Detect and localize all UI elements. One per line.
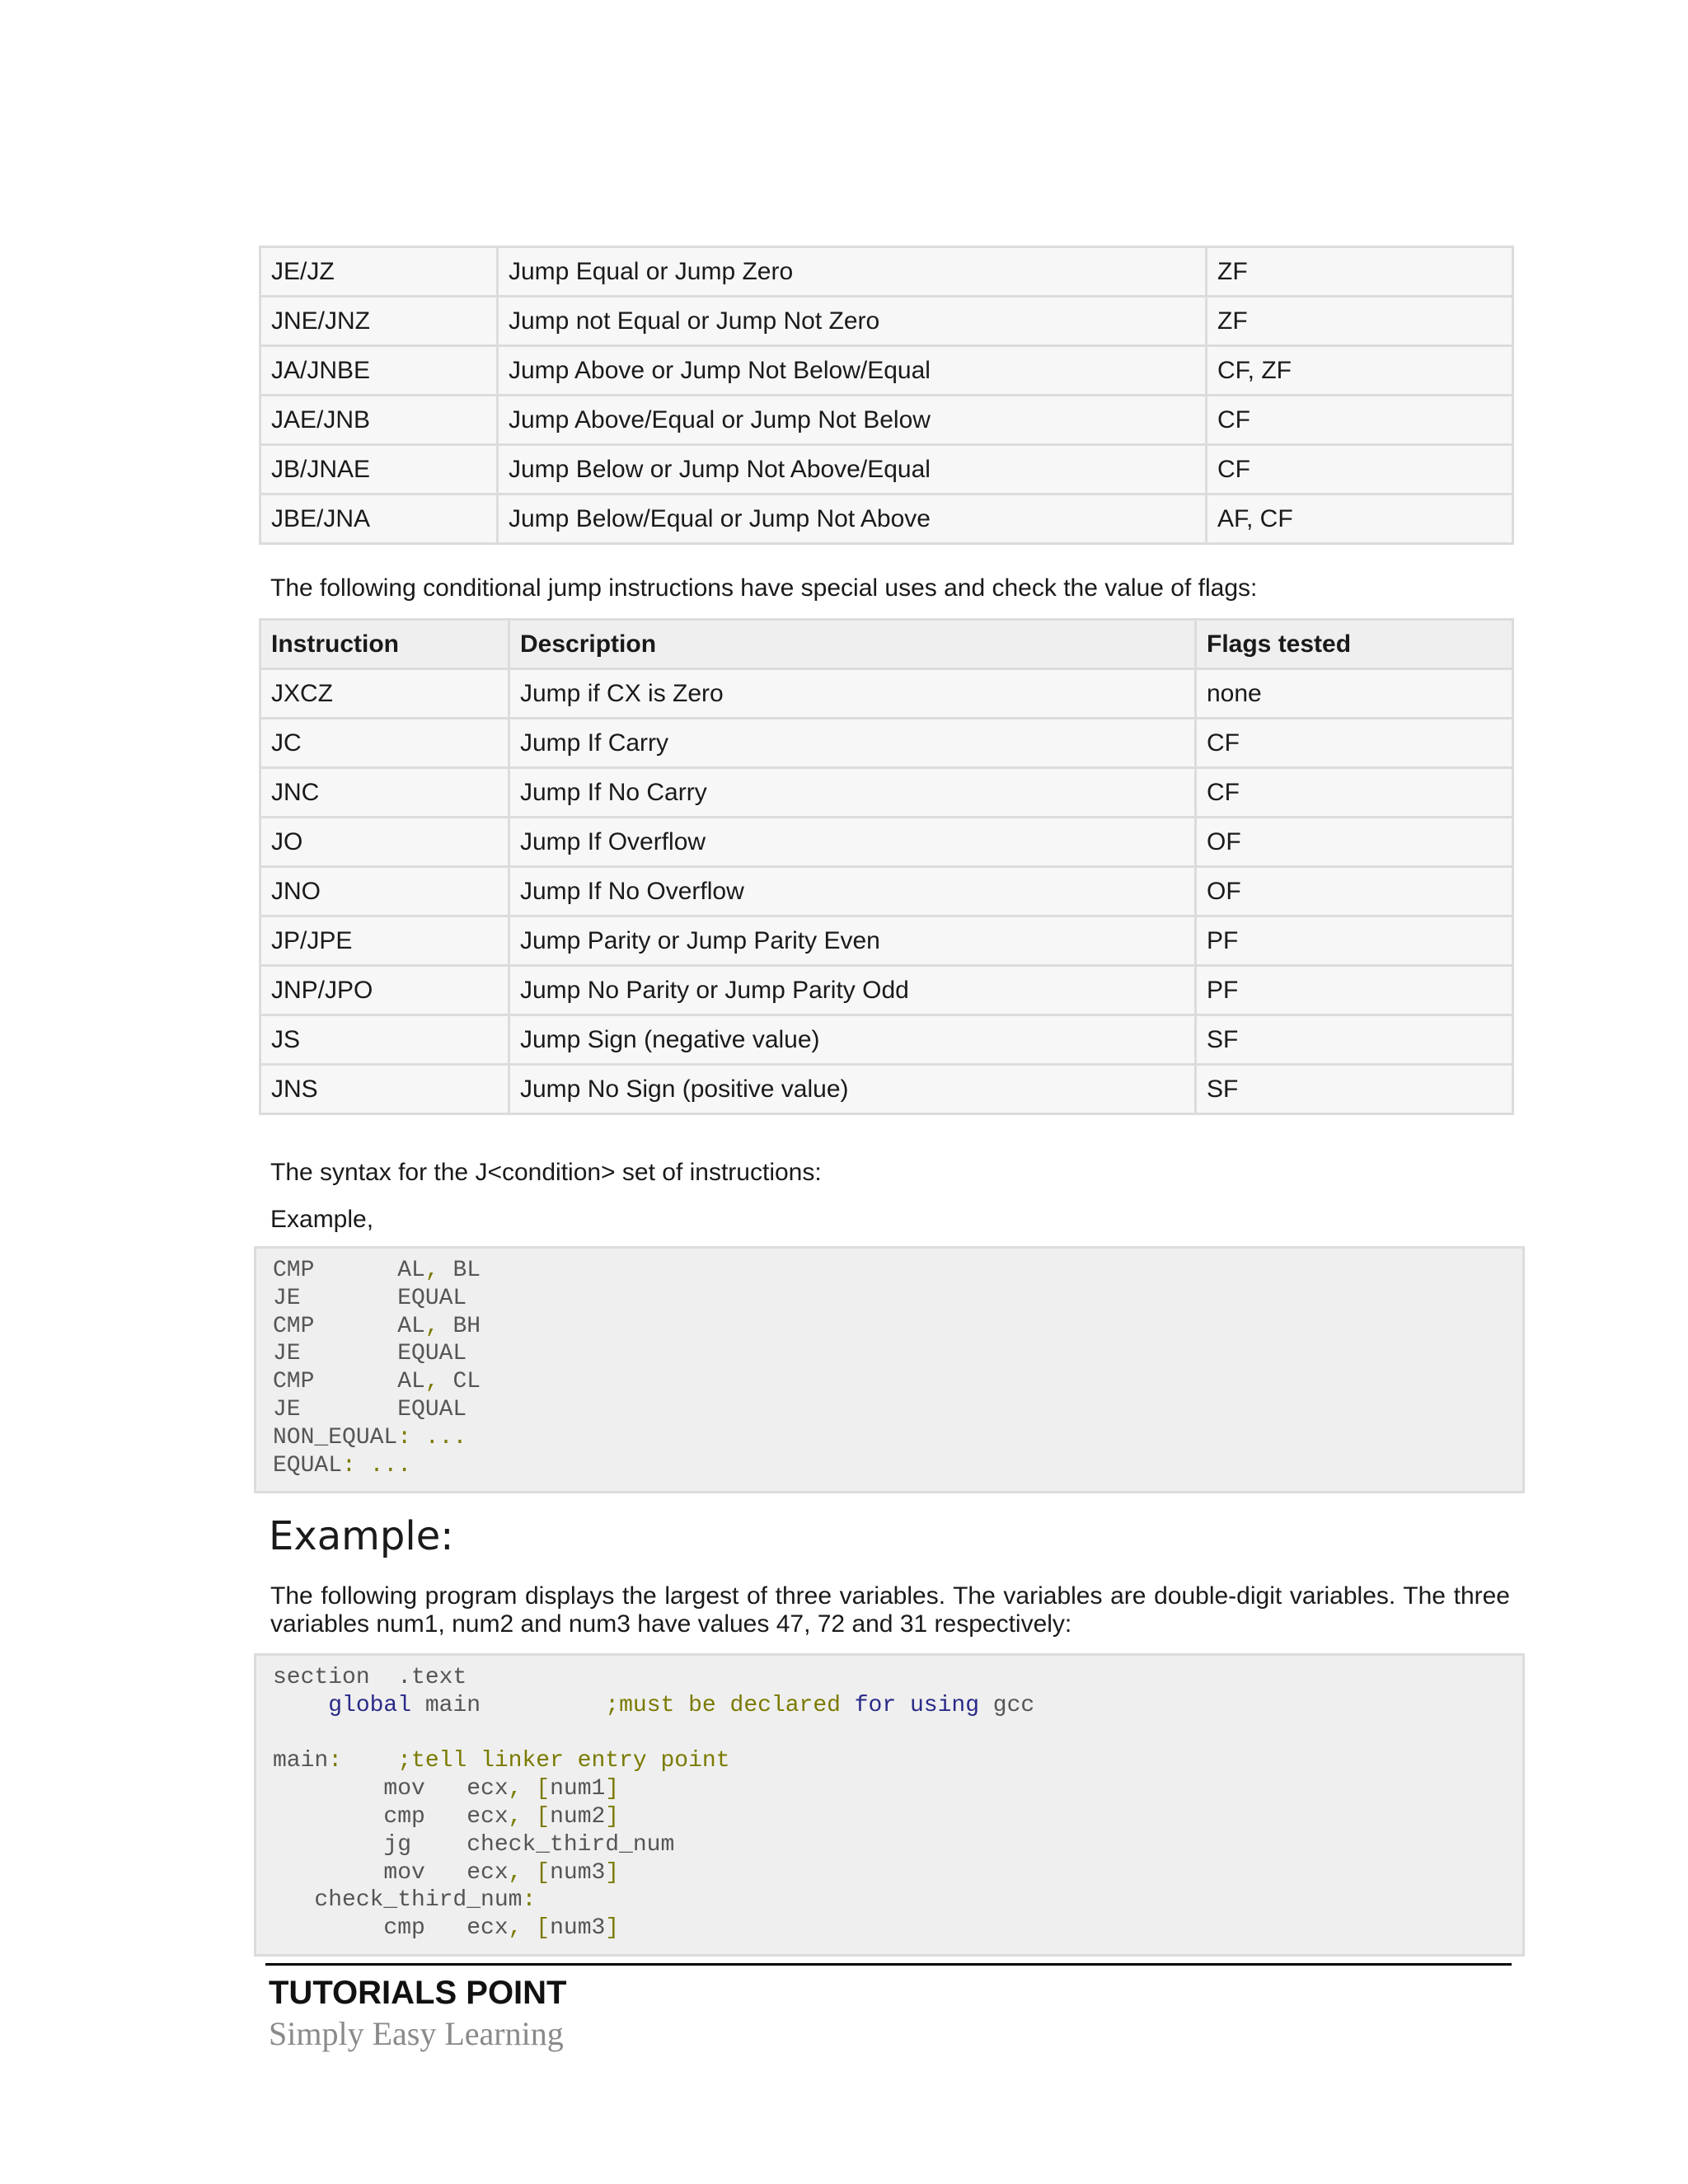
table-row bbox=[260, 297, 1513, 346]
description-cell: Jump Above/Equal or Jump Not Below bbox=[498, 396, 1207, 445]
flags-cell: SF bbox=[1196, 1015, 1513, 1065]
code-token bbox=[522, 1776, 536, 1802]
description-cell: Jump No Sign (positive value) bbox=[509, 1065, 1196, 1114]
table-row bbox=[260, 445, 1513, 494]
code-token: ] bbox=[605, 1803, 620, 1830]
description-cell: Jump Below/Equal or Jump Not Above bbox=[498, 494, 1207, 544]
description-cell: Jump not Equal or Jump Not Zero bbox=[498, 297, 1207, 346]
table-row bbox=[260, 494, 1513, 544]
table-row bbox=[260, 1015, 1513, 1065]
instruction-cell: JO bbox=[260, 818, 509, 867]
code-line bbox=[273, 1368, 1506, 1396]
code-token: , bbox=[424, 1313, 439, 1339]
code-token: num1 bbox=[550, 1776, 606, 1802]
code-line bbox=[273, 1340, 1506, 1368]
code-line bbox=[273, 1452, 1506, 1480]
code-token: section .text bbox=[273, 1665, 467, 1690]
code-token bbox=[896, 1693, 910, 1718]
code-token: [ bbox=[536, 1803, 551, 1830]
code-token bbox=[522, 1915, 536, 1941]
instruction-cell: JA/JNBE bbox=[260, 346, 498, 396]
description-cell: Jump If Overflow bbox=[509, 818, 1196, 867]
instruction-cell: JNE/JNZ bbox=[260, 297, 498, 346]
code-block-cmp-je bbox=[254, 1246, 1525, 1493]
flags-cell: OF bbox=[1196, 867, 1513, 916]
code-token: main bbox=[273, 1748, 329, 1774]
code-token: for bbox=[854, 1692, 897, 1718]
code-line bbox=[273, 1720, 1506, 1748]
flags-cell: PF bbox=[1196, 916, 1513, 966]
instruction-cell: JB/JNAE bbox=[260, 445, 498, 494]
syntax-paragraph: The syntax for the J<condition> set of instructions: bbox=[270, 1159, 822, 1186]
table-row bbox=[260, 346, 1513, 396]
code-token: ;tell linker entry point bbox=[397, 1748, 730, 1774]
code-line bbox=[273, 1257, 1506, 1285]
header-flags-tested: Flags tested bbox=[1196, 620, 1513, 669]
code-token bbox=[522, 1804, 536, 1830]
code-token: : ... bbox=[342, 1452, 412, 1479]
code-token bbox=[522, 1860, 536, 1886]
code-token: CMP AL bbox=[273, 1313, 425, 1339]
flags-cell: CF, ZF bbox=[1207, 346, 1513, 396]
flags-cell: CF bbox=[1196, 768, 1513, 818]
header-description: Description bbox=[509, 620, 1196, 669]
code-token: using bbox=[909, 1692, 979, 1718]
code-token: mov ecx bbox=[273, 1859, 509, 1886]
table-row bbox=[260, 1065, 1513, 1114]
flags-cell: OF bbox=[1196, 818, 1513, 867]
flags-cell: ZF bbox=[1207, 247, 1513, 297]
code-token: [ bbox=[536, 1859, 551, 1886]
code-token: cmp ecx bbox=[273, 1915, 509, 1942]
jump-table-unsigned bbox=[259, 246, 1514, 545]
code-line bbox=[273, 1692, 1506, 1720]
instruction-cell: JNP/JPO bbox=[260, 966, 509, 1015]
code-token: BH bbox=[438, 1313, 481, 1339]
instruction-cell: JC bbox=[260, 719, 509, 768]
instruction-cell: JE/JZ bbox=[260, 247, 498, 297]
code-token: ] bbox=[605, 1776, 620, 1802]
description-cell: Jump If No Carry bbox=[509, 768, 1196, 818]
header-instruction: Instruction bbox=[260, 620, 509, 669]
flags-cell: ZF bbox=[1207, 297, 1513, 346]
code-token: BL bbox=[438, 1258, 481, 1283]
table-row bbox=[260, 396, 1513, 445]
description-cell: Jump Below or Jump Not Above/Equal bbox=[498, 445, 1207, 494]
code-token: , bbox=[424, 1369, 439, 1395]
instruction-cell: JXCZ bbox=[260, 669, 509, 719]
instruction-cell: JNO bbox=[260, 867, 509, 916]
code-token: [ bbox=[536, 1915, 551, 1942]
description-cell: Jump if CX is Zero bbox=[509, 669, 1196, 719]
flags-cell: SF bbox=[1196, 1065, 1513, 1114]
code-token: [ bbox=[536, 1776, 551, 1802]
description-cell: Jump If No Overflow bbox=[509, 867, 1196, 916]
code-token: main bbox=[411, 1692, 606, 1718]
brand-tagline: Simply Easy Learning bbox=[269, 2015, 564, 2052]
table-row bbox=[260, 669, 1513, 719]
instruction-cell: JBE/JNA bbox=[260, 494, 498, 544]
code-token: cmp ecx bbox=[273, 1803, 509, 1830]
instruction-cell: JP/JPE bbox=[260, 916, 509, 966]
code-line bbox=[273, 1396, 1506, 1424]
table-header-row bbox=[260, 620, 1513, 669]
description-cell: Jump Equal or Jump Zero bbox=[498, 247, 1207, 297]
table-row bbox=[260, 768, 1513, 818]
code-token: gcc bbox=[979, 1692, 1035, 1718]
table-row bbox=[260, 966, 1513, 1015]
code-line bbox=[273, 1747, 1506, 1775]
code-token: EQUAL bbox=[273, 1452, 343, 1479]
code-token: num3 bbox=[550, 1859, 606, 1886]
code-line bbox=[273, 1859, 1506, 1887]
flags-cell: CF bbox=[1196, 719, 1513, 768]
code-token: : bbox=[522, 1887, 537, 1914]
flags-cell: PF bbox=[1196, 966, 1513, 1015]
description-cell: Jump No Parity or Jump Parity Odd bbox=[509, 966, 1196, 1015]
code-block-program bbox=[254, 1653, 1525, 1957]
jump-table-special bbox=[259, 618, 1514, 1115]
code-token: global bbox=[328, 1692, 412, 1718]
code-token: , bbox=[508, 1915, 523, 1942]
code-token: NON_EQUAL bbox=[273, 1424, 398, 1451]
code-token: JE EQUAL bbox=[273, 1285, 467, 1311]
table-row bbox=[260, 719, 1513, 768]
description-cell: Jump Sign (negative value) bbox=[509, 1015, 1196, 1065]
brand-name: TUTORIALS POINT bbox=[269, 1975, 567, 2011]
description-cell: Jump Parity or Jump Parity Even bbox=[509, 916, 1196, 966]
instruction-cell: JS bbox=[260, 1015, 509, 1065]
code-token: : bbox=[328, 1748, 343, 1774]
code-line bbox=[273, 1803, 1506, 1831]
code-token: CMP AL bbox=[273, 1369, 425, 1395]
table-row bbox=[260, 916, 1513, 966]
code-token: : ... bbox=[397, 1424, 467, 1451]
code-token: ] bbox=[605, 1915, 620, 1942]
instruction-cell: JNS bbox=[260, 1065, 509, 1114]
code-token: mov ecx bbox=[273, 1776, 509, 1802]
code-token: , bbox=[508, 1859, 523, 1886]
section-heading: Example: bbox=[269, 1513, 454, 1559]
code-token: num3 bbox=[550, 1915, 606, 1942]
description-cell: Jump If Carry bbox=[509, 719, 1196, 768]
footer-divider bbox=[265, 1963, 1512, 1966]
table-row bbox=[260, 867, 1513, 916]
code-token: CL bbox=[438, 1369, 481, 1395]
code-token: CMP AL bbox=[273, 1258, 425, 1283]
code-token: ] bbox=[605, 1859, 620, 1886]
table-row bbox=[260, 247, 1513, 297]
code-line bbox=[273, 1285, 1506, 1313]
code-token bbox=[342, 1748, 397, 1774]
instruction-cell: JNC bbox=[260, 768, 509, 818]
code-token: check_third_num bbox=[273, 1887, 523, 1914]
code-token: ;must be declared bbox=[605, 1692, 855, 1718]
code-line bbox=[273, 1886, 1506, 1915]
description-cell: Jump Above or Jump Not Below/Equal bbox=[498, 346, 1207, 396]
code-line bbox=[273, 1664, 1506, 1692]
code-token: num2 bbox=[550, 1803, 606, 1830]
code-line bbox=[273, 1424, 1506, 1452]
flags-cell: AF, CF bbox=[1207, 494, 1513, 544]
description-paragraph: The following program displays the largest of three variables. The variables are double-digit variables. The three variables num1, num2 and num3 have values 47, 72 and 31 respectively: bbox=[270, 1582, 1510, 1638]
code-token bbox=[273, 1693, 328, 1718]
code-token: , bbox=[424, 1258, 439, 1283]
code-line bbox=[273, 1313, 1506, 1341]
code-token: , bbox=[508, 1776, 523, 1802]
code-line bbox=[273, 1915, 1506, 1943]
table-row bbox=[260, 818, 1513, 867]
code-line bbox=[273, 1831, 1506, 1859]
flags-cell: none bbox=[1196, 669, 1513, 719]
flags-cell: CF bbox=[1207, 445, 1513, 494]
code-token: JE EQUAL bbox=[273, 1341, 467, 1367]
code-token: , bbox=[508, 1803, 523, 1830]
code-token: JE EQUAL bbox=[273, 1396, 467, 1422]
instruction-cell: JAE/JNB bbox=[260, 396, 498, 445]
example-label: Example, bbox=[270, 1206, 374, 1233]
code-line bbox=[273, 1775, 1506, 1803]
code-token: jg check_third_num bbox=[273, 1831, 675, 1858]
flags-cell: CF bbox=[1207, 396, 1513, 445]
intro-paragraph: The following conditional jump instructions have special uses and check the value of flags: bbox=[270, 574, 1258, 602]
